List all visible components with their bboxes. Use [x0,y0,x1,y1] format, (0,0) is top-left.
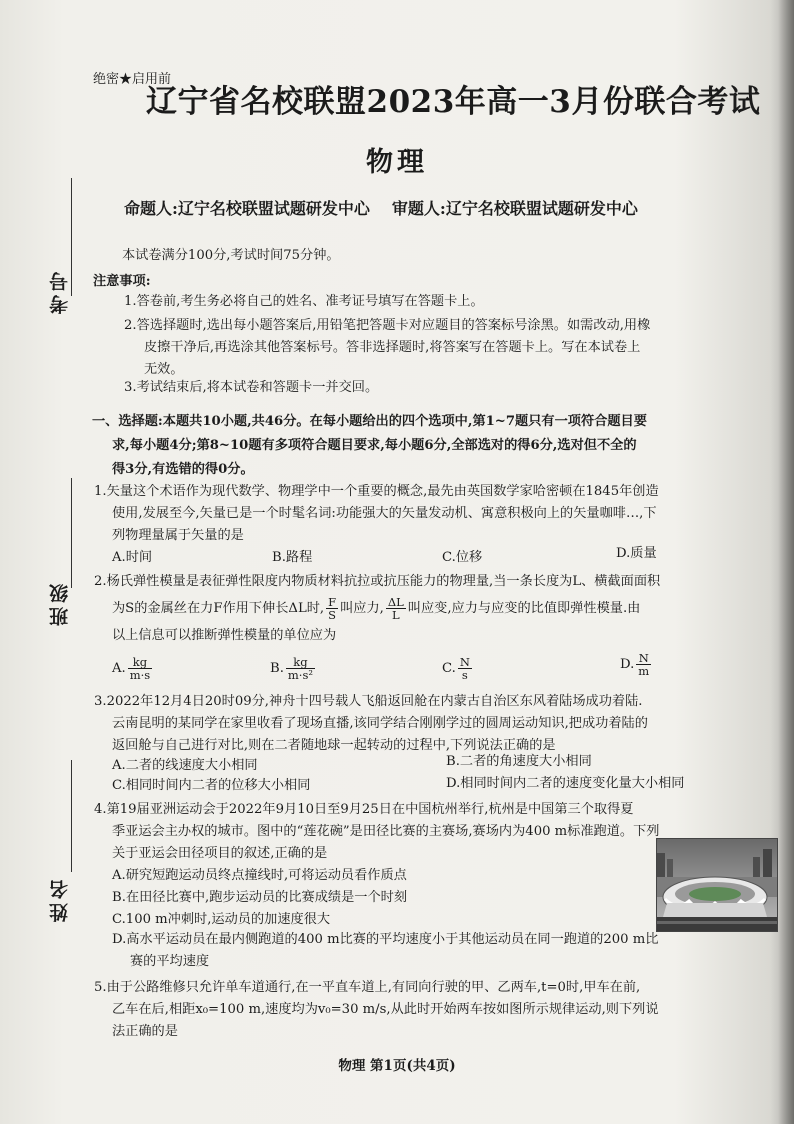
q3-option-c: C.相同时间内二者的位移大小相同 [112,778,311,793]
q3-line-1: 3.2022年12月4日20时09分,神舟十四号载人飞船返回舱在内蒙古自治区东风着陆场成功着陆. [94,694,643,709]
exam-no-label: 考号 [49,268,71,314]
note-2-line-2: 皮擦干净后,再选涂其他答案标号。答非选择题时,将答案写在答题卡上。写在本试卷上 [144,340,641,355]
q3-option-b: B.二者的角速度大小相同 [446,754,592,769]
note-3: 3.考试结束后,将本试卷和答题卡一并交回。 [124,380,379,395]
q4-option-a: A.研究短跑运动员终点撞线时,可将运动员看作质点 [112,868,407,883]
notes-title: 注意事项: [93,274,151,289]
q1-option-b: B.路程 [272,550,313,565]
q5-line-2: 乙车在后,相距x₀=100 m,速度均为v₀=30 m/s,从此时开始两车按如图所示规律运动,则下列说 [112,1002,659,1017]
note-2-line-3: 无效。 [144,362,184,377]
q2-line-3: 以上信息可以推断弹性模量的单位应为 [112,628,337,643]
q2-option-b-fraction [286,656,315,681]
q4-line-2: 季亚运会主办权的城市。图中的“莲花碗”是田径比赛的主赛场,赛场内为400 m标准跑道。下列 [112,824,660,839]
q2-option-a [112,656,154,681]
strain-denominator: L [392,608,400,623]
q2-option-d-fraction [636,652,651,677]
q2-line-2-part-c: 叫应变,应力与应变的比值即弹性模量.由 [407,601,641,617]
q1-line-3: 列物理量属于矢量的是 [112,528,244,543]
q2-option-c-denominator: s [461,668,468,683]
q2-option-c [442,656,474,681]
q2-option-c-fraction [458,656,472,681]
q5-line-1: 5.由于公路维修只允许单车道通行,在一平直车道上,有同向行驶的甲、乙两车,t=0时,甲车在前, [94,980,641,995]
q1-option-c: C.位移 [442,550,483,565]
name-label: 姓名 [49,876,71,922]
strain-fraction [386,596,406,621]
q3-line-3: 返回舱与自己进行对比,则在二者随地球一起转动的过程中,下列说法正确的是 [112,738,556,753]
q1-option-d: D.质量 [616,546,657,561]
author-text: 命题人:辽宁名校联盟试题研发中心 [124,199,370,218]
stadium-photo-drawing [657,839,777,931]
reviewer-text: 审题人:辽宁名校联盟试题研发中心 [391,199,638,218]
q2-option-d-label: D. [620,657,635,673]
score-time-text: 本试卷满分100分,考试时间75分钟。 [122,248,340,263]
class-blank-line [71,478,72,588]
class-label: 班级 [49,580,71,626]
section-1-line-3: 得3分,有选错的得0分。 [112,462,254,477]
q2-option-b-label: B. [270,661,284,677]
note-2-line-1: 2.答选择题时,选出每小题答案后,用铅笔把答题卡对应题目的答案标号涂黑。如需改动,用橡 [124,318,651,333]
q5-line-3: 法正确的是 [112,1024,178,1039]
q4-option-d-line-2: 赛的平均速度 [130,954,210,969]
q4-option-c: C.100 m冲刺时,运动员的加速度很大 [112,912,331,927]
q4-option-b: B.在田径比赛中,跑步运动员的比赛成绩是一个时刻 [112,890,408,905]
secret-label: 绝密★启用前 [93,72,172,87]
q2-option-d-numerator: N [636,652,651,665]
stadium-photo [656,838,778,932]
q2-line-2-part-b: 叫应力, [340,601,384,617]
stress-denominator: S [328,608,337,623]
q2-option-a-label: A. [112,661,126,677]
q2-option-d [620,652,653,677]
q4-line-1: 4.第19届亚洲运动会于2022年9月10日至9月25日在中国杭州举行,杭州是中国第三个取得夏 [94,802,634,817]
q2-option-a-denominator: m·s [129,668,151,683]
q3-option-a: A.二者的线速度大小相同 [112,758,258,773]
q4-option-d-line-1: D.高水平运动员在最内侧跑道的400 m比赛的平均速度小于其他运动员在同一跑道的200 m比 [112,932,659,947]
note-1: 1.答卷前,考生务必将自己的姓名、准考证号填写在答题卡上。 [124,294,484,309]
q2-option-c-label: C. [442,661,456,677]
q1-line-2: 使用,发展至今,矢量已是一个时髦名词:功能强大的矢量发动机、寓意积极向上的矢量咖啡…,下 [112,506,657,521]
q2-option-d-denominator: m [638,664,650,679]
q2-option-b-denominator: m·s² [287,668,313,683]
subject-title: 物理 [366,147,428,178]
q2-line-1: 2.杨氏弹性模量是表征弹性限度内物质材料抗拉或抗压能力的物理量,当一条长度为L、横截面面积 [94,574,661,589]
name-blank-line [71,760,72,872]
q3-line-2: 云南昆明的某同学在家里收看了现场直播,该同学结合刚刚学过的圆周运动知识,把成功着陆的 [112,716,648,731]
exam-title: 辽宁省名校联盟2023年高一3月份联合考试 [146,84,761,120]
q1-line-1: 1.矢量这个术语作为现代数学、物理学中一个重要的概念,最先由英国数学家哈密顿在1845年创造 [94,484,659,499]
q2-line-2-part-a: 为S的金属丝在力F作用下伸长ΔL时, [112,601,325,617]
q4-line-3: 关于亚运会田径项目的叙述,正确的是 [112,846,328,861]
q2-line-2 [112,596,640,621]
q1-option-a: A.时间 [112,550,153,565]
q2-option-c-numerator: N [459,655,470,669]
q2-option-a-numerator: kg [128,656,152,669]
section-1-line-1: 一、选择题:本题共10小题,共46分。在每小题给出的四个选项中,第1~7题只有一项符合题目要 [92,414,647,429]
q3-option-d: D.相同时间内二者的速度变化量大小相同 [446,776,685,791]
section-1-line-2: 求,每小题4分;第8~10题有多项符合题目要求,每小题6分,全部选对的得6分,选对但不全的 [112,438,637,453]
stress-fraction [326,596,338,621]
q2-option-b [270,656,317,681]
q2-option-a-fraction [128,656,152,681]
strain-numerator: ΔL [387,595,404,609]
q2-option-b-numerator: kg [286,656,315,669]
stress-numerator: F [328,595,337,609]
page-footer: 物理 第1页(共4页) [338,1058,456,1074]
author-line [124,196,638,219]
